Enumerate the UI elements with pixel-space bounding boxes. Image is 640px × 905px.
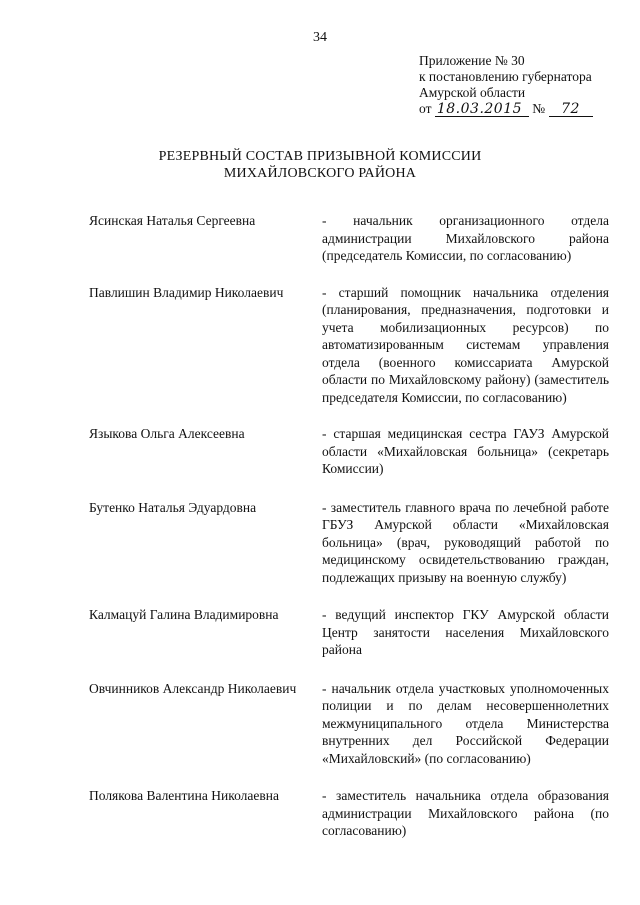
appendix-line-2: к постановлению губернатора (419, 69, 592, 84)
handwritten-date: 18.03.2015 (435, 102, 529, 117)
member-row (89, 212, 609, 265)
appendix-line-1: Приложение № 30 (419, 53, 525, 68)
member-description: - начальник отдела участковых уполномоченных полиции и по делам несовершеннолетних межмуниципального отдела Министерства внутренних дел Российской Федерации «Михайловский» (по согласованию) (322, 680, 609, 766)
member-name: Ясинская Наталья Сергеевна (89, 213, 256, 228)
number-label: № (532, 101, 546, 116)
member-name: Бутенко Наталья Эдуардовна (89, 499, 257, 515)
title-line-1: РЕЗЕРВНЫЙ СОСТАВ ПРИЗЫВНОЙ КОМИССИИ (158, 149, 482, 164)
date-prefix: от (419, 101, 432, 116)
member-name: Павлишин Владимир Николаевич (89, 284, 284, 300)
member-description: - заместитель начальника отдела образования администрации Михайловского района (по согласованию) (322, 788, 609, 838)
handwritten-number: 72 (549, 102, 593, 117)
member-description: - ведущий инспектор ГКУ Амурской области Центр занятости населения Михайловского района (322, 607, 609, 657)
member-name: Калмацуй Галина Владимировна (89, 607, 279, 622)
member-row (89, 425, 609, 478)
member-description: - начальник организационного отдела администрации Михайловского района (председатель Комиссии, по согласованию) (322, 213, 609, 263)
members-list (89, 212, 609, 840)
member-description: - старший помощник начальника отделения (планирования, предназначения, подготовки и учета мобилизационных ресурсов) по автоматизированным системам управления отдела (военного комиссариата Амурской области по Михайловскому району) (заместитель председателя Комиссии, по согласованию) (322, 284, 609, 405)
member-row (89, 284, 609, 407)
member-name: Полякова Валентина Николаевна (89, 788, 279, 803)
member-row (89, 787, 609, 840)
appendix-block (419, 53, 619, 117)
title-line-2: МИХАЙЛОВСКОГО РАЙОНА (223, 166, 417, 181)
member-row (89, 680, 609, 768)
member-description: - старшая медицинская сестра ГАУЗ Амурской области «Михайловская больница» (секретарь Комиссии) (322, 426, 609, 476)
appendix-date-line (419, 101, 619, 117)
member-row (89, 499, 609, 587)
member-description: - заместитель главного врача по лечебной работе ГБУЗ Амурской области «Михайловская больница» (врач, руководящий работой по медицинскому освидетельствованию граждан, подлежащих призыву на военную службу) (322, 499, 609, 585)
member-row (89, 606, 609, 659)
member-name: Овчинников Александр Николаевич (89, 680, 297, 696)
page-number: 34 (313, 30, 327, 45)
document-title (0, 148, 640, 182)
member-name: Языкова Ольга Алексеевна (89, 426, 245, 441)
appendix-line-3: Амурской области (419, 85, 526, 100)
